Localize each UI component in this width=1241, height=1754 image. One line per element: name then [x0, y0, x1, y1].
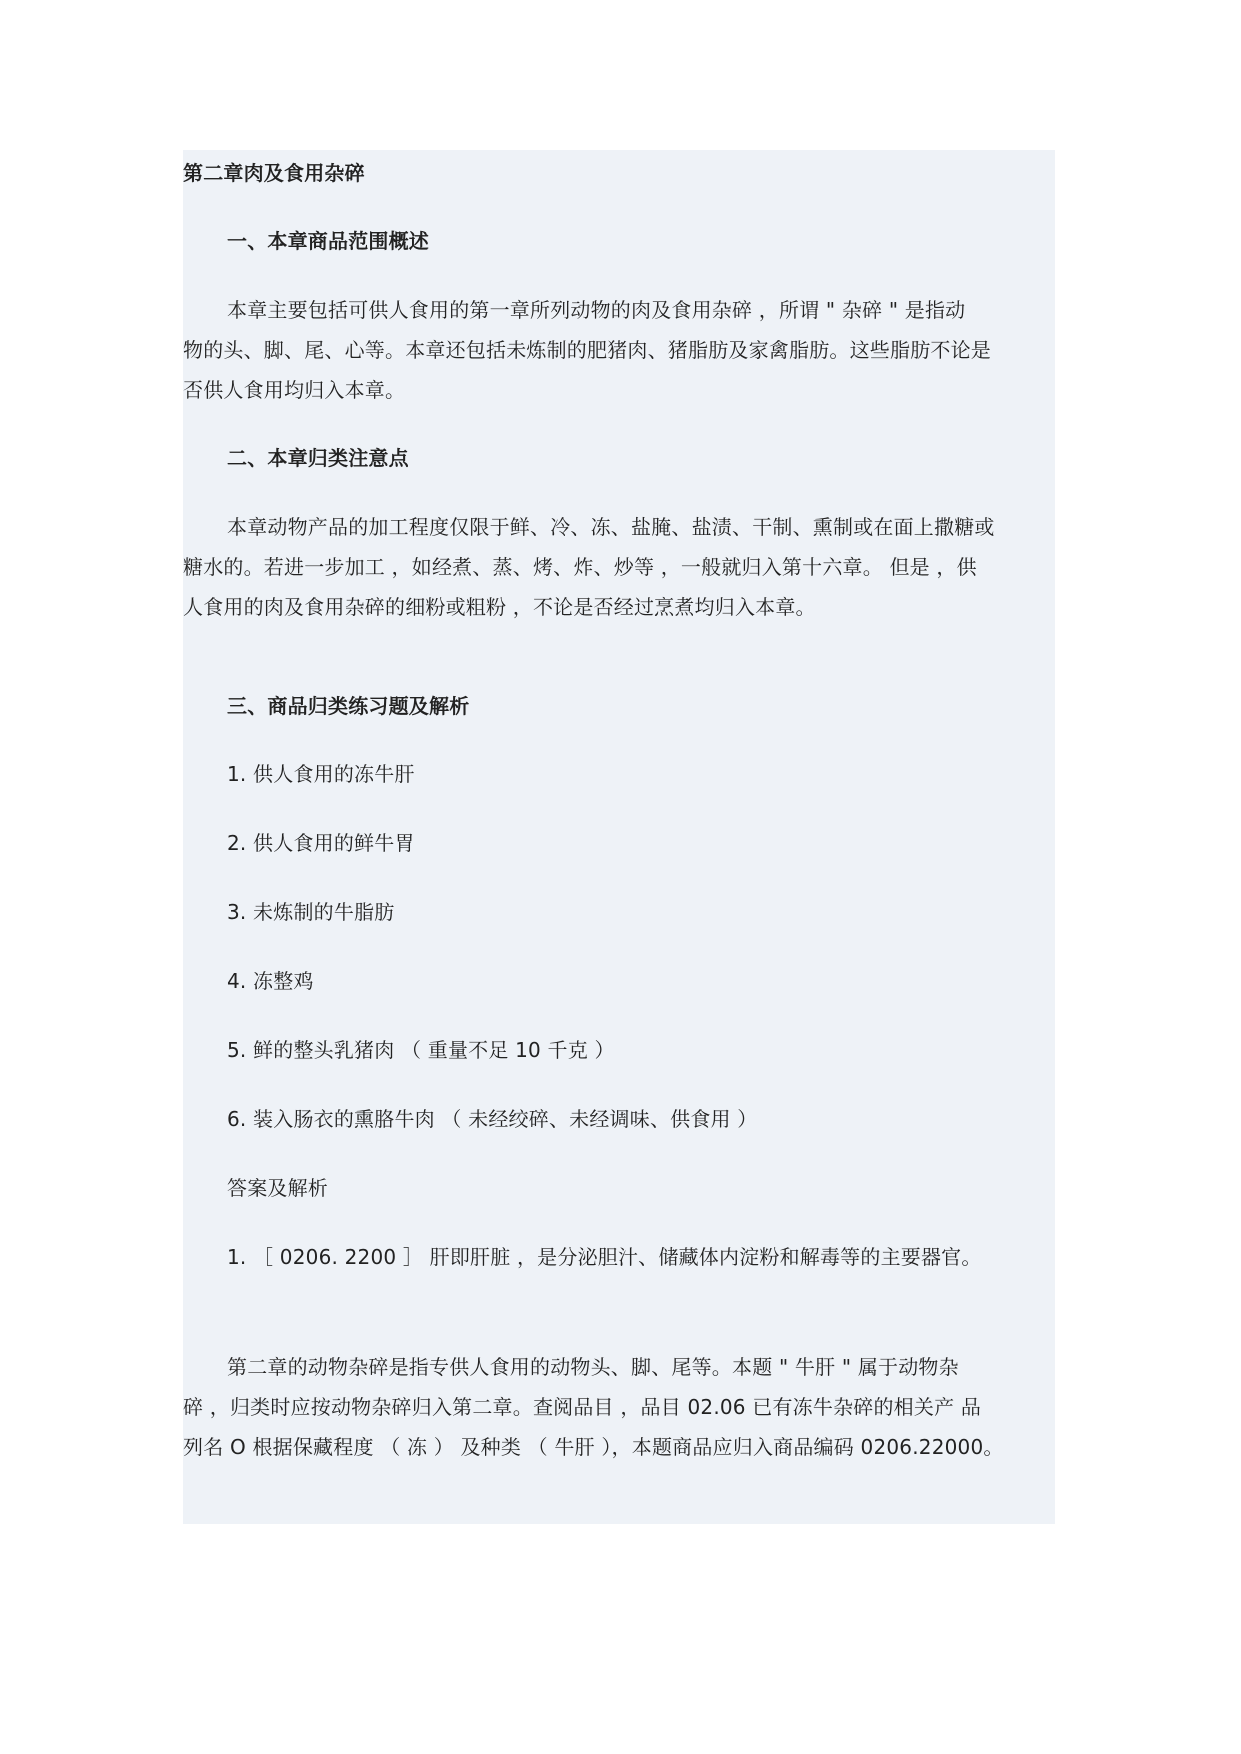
- document-page: [183, 150, 1055, 1524]
- section-heading-notes: 二、本章归类注意点: [227, 446, 409, 470]
- list-item: 2. 供人食用的鲜牛胃: [227, 831, 415, 855]
- paragraph-line: 第二章的动物杂碎是指专供人食用的动物头、脚、尾等。本题 " 牛肝 " 属于动物杂: [227, 1355, 959, 1379]
- answer-line: 1. ［ 0206. 2200 ］ 肝即肝脏 ，是分泌胆汁、储藏体内淀粉和解毒等的主要器官。: [227, 1245, 982, 1269]
- list-item: 5. 鲜的整头乳猪肉 （ 重量不足 10 千克 ）: [227, 1038, 615, 1062]
- list-item: 3. 未炼制的牛脂肪: [227, 900, 395, 924]
- answer-heading: 答案及解析: [227, 1176, 328, 1200]
- paragraph-line: 否供人食用均归入本章。: [183, 378, 406, 402]
- list-item: 4. 冻整鸡: [227, 969, 314, 993]
- section-heading-exercises: 三、商品归类练习题及解析: [227, 694, 470, 718]
- chapter-title: 第二章肉及食用杂碎: [183, 161, 365, 185]
- section-heading-overview: 一、本章商品范围概述: [227, 229, 429, 253]
- list-item: 1. 供人食用的冻牛肝: [227, 762, 415, 786]
- paragraph-line: 糖水的。若进一步加工 ，如经煮、蒸、烤、炸、炒等 ，一般就归入第十六章。 但是 ，供: [183, 555, 977, 579]
- list-item: 6. 装入肠衣的熏胳牛肉 （ 未经绞碎、未经调味、供食用 ）: [227, 1107, 758, 1131]
- paragraph-line: 本章动物产品的加工程度仅限于鲜、冷、冻、盐腌、盐渍、干制、熏制或在面上撒糖或: [227, 515, 995, 539]
- paragraph-line: 碎 ，归类时应按动物杂碎归入第二章。查阅品目 ，品目 02.06 已有冻牛杂碎的相关产 品: [183, 1395, 982, 1419]
- paragraph-line: 本章主要包括可供人食用的第一章所列动物的肉及食用杂碎 ，所谓 " 杂碎 " 是指动: [227, 298, 966, 322]
- paragraph-line: 列名 O 根据保藏程度 （ 冻 ） 及种类 （ 牛肝 ），本题商品应归入商品编码 0206.22000。: [183, 1435, 1004, 1459]
- paragraph-line: 物的头、脚、尾、心等。本章还包括未炼制的肥猪肉、猪脂肪及家禽脂肪。这些脂肪不论是: [183, 338, 991, 362]
- paragraph-line: 人食用的肉及食用杂碎的细粉或粗粉 ，不论是否经过烹煮均归入本章。: [183, 595, 816, 619]
